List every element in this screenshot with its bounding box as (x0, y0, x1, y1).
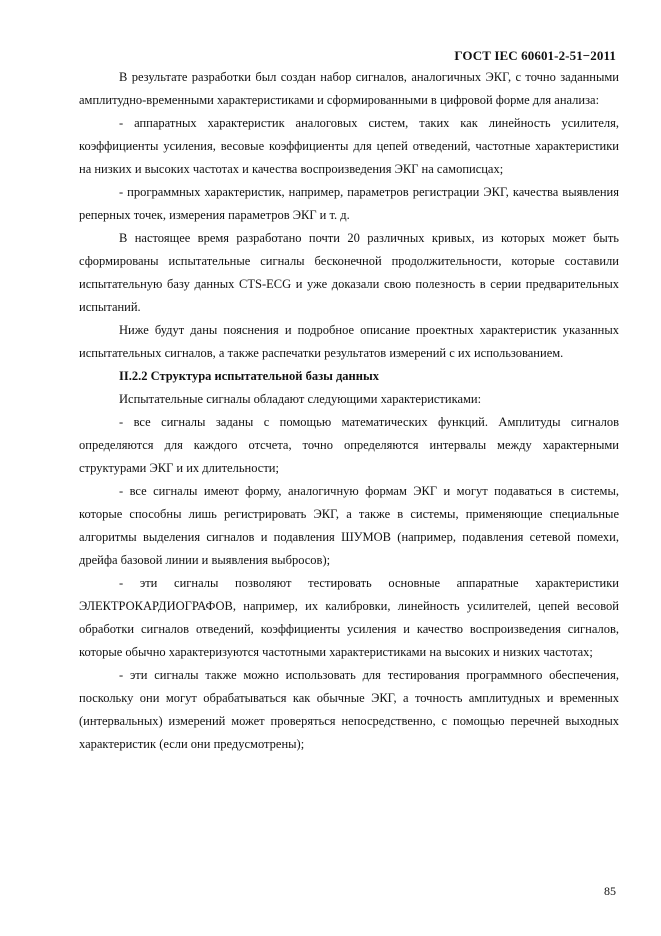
list-item-math-functions: - все сигналы заданы с помощью математических функций. Амплитуды сигналов определяются для каждого отсчета, точно определяются интервалы между характерными структурами ЭКГ и их длительности; (79, 415, 619, 475)
paragraph-curves: В настоящее время разработано почти 20 различных кривых, из которых может быть сформированы испытательные сигналы бесконечной продолжительности, которые составили испытательную базу данных CTS-ECG и уже доказали свою полезность в серии предварительных испытаний. (79, 231, 619, 314)
page-number: 85 (604, 884, 616, 898)
list-item-hardware: - аппаратных характеристик аналоговых систем, таких как линейность усилителя, коэффициенты усиления, весовые коэффициенты для цепей отведений, частотные характеристики на низких и высоких частотах и качества воспроизведения ЭКГ на самописцах; (79, 116, 619, 176)
list-item-ecg-shape: - все сигналы имеют форму, аналогичную формам ЭКГ и могут подаваться в системы, которые способны лишь регистрировать ЭКГ, а также в системы, применяющие специальные алгоритмы выделения сигналов и подавления ШУМОВ (например, подавления сетевой помехи, дрейфа базовой линии и выявления выбросов); (79, 484, 619, 567)
list-item-hardware-testing: - эти сигналы позволяют тестировать основные аппаратные характеристики ЭЛЕКТРОКАРДИОГРАФОВ, например, их калибровки, линейность усилителей, цепей весовой обработки сигналов отведений, коэффициенты усиления и качество воспроизведения сигналов, которые обычно характеризуются частотными характеристиками на высоких и низких частотах; (79, 576, 619, 659)
list-item-software-testing: - эти сигналы также можно использовать для тестирования программного обеспечения, поскольку они могут обрабатываться как обычные ЭКГ, а точность амплитудных и временных (интервальных) измерений может проверяться непосредственно, с помощью перечней выходных характеристик (если они предусмотрены); (79, 668, 619, 751)
document-body (79, 66, 619, 756)
paragraph-characteristics: Испытательные сигналы обладают следующими характеристиками: (119, 392, 482, 406)
paragraph-description: Ниже будут даны пояснения и подробное описание проектных характеристик указанных испытательных сигналов, а также распечатки результатов измерений с их использованием. (79, 323, 619, 360)
section-heading: II.2.2 Структура испытательной базы данных (119, 369, 379, 383)
list-item-software: - программных характеристик, например, параметров регистрации ЭКГ, качества выявления реперных точек, измерения параметров ЭКГ и т. д. (79, 185, 619, 222)
document-header: ГОСТ IEC 60601-2-51−2011 (454, 48, 616, 63)
paragraph-intro: В результате разработки был создан набор сигналов, аналогичных ЭКГ, с точно заданными амплитудно-временными характеристиками и сформированными в цифровой форме для анализа: (79, 70, 619, 107)
